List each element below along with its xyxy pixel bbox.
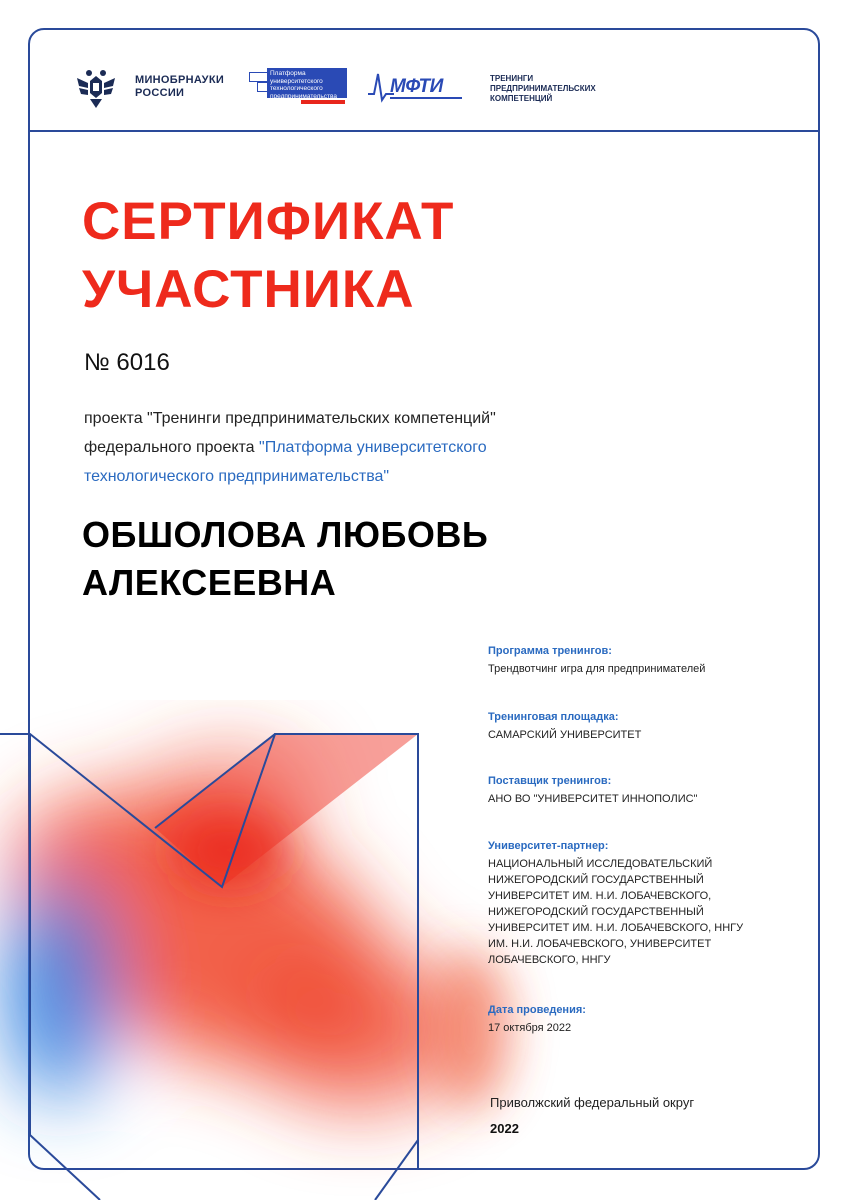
partner-line: НАЦИОНАЛЬНЫЙ ИССЛЕДОВАТЕЛЬСКИЙ <box>488 858 713 870</box>
program-label: Программа тренингов: <box>488 645 612 657</box>
project-line3-highlight: технологического предпринимательства" <box>84 468 390 485</box>
partner-line: УНИВЕРСИТЕТ ИМ. Н.И. ЛОБАЧЕВСКОГО, <box>488 890 712 902</box>
trainings-line3: КОМПЕТЕНЦИЙ <box>490 94 553 103</box>
platform-logo <box>249 68 349 106</box>
eagle-emblem-icon <box>75 66 117 110</box>
ministry-line2: РОССИИ <box>135 87 185 99</box>
project-line2-highlight: "Платформа университетского <box>259 439 487 456</box>
platform-step-shape <box>249 72 267 82</box>
partner-line: НИЖЕГОРОДСКИЙ ГОСУДАРСТВЕННЫЙ <box>488 874 704 886</box>
project-line2-prefix: федерального проекта <box>84 439 260 456</box>
platform-step-shape <box>257 82 267 92</box>
participant-name-line1: ОБШОЛОВА ЛЮБОВЬ <box>82 514 489 555</box>
info-provider <box>488 774 798 807</box>
decorative-m-artwork <box>0 700 560 1200</box>
info-venue <box>488 710 798 743</box>
info-program <box>488 644 798 677</box>
mipt-logo-text: МФТИ <box>390 76 443 97</box>
participant-name-line2: АЛЕКСЕЕВНА <box>82 562 337 603</box>
mipt-underline <box>390 97 462 99</box>
partner-line: ЛОБАЧЕВСКОГО, ННГУ <box>488 954 611 966</box>
program-value: Трендвотчинг игра для предпринимателей <box>488 663 706 675</box>
title-line1: СЕРТИФИКАТ <box>82 192 455 251</box>
info-date <box>488 1003 798 1036</box>
mipt-logo <box>368 70 468 104</box>
partner-line: УНИВЕРСИТЕТ ИМ. Н.И. ЛОБАЧЕВСКОГО, ННГУ <box>488 922 744 934</box>
trainings-line2: ПРЕДПРИНИМАТЕЛЬСКИХ <box>490 84 596 93</box>
trainings-logo-text <box>490 74 596 104</box>
provider-value: АНО ВО "УНИВЕРСИТЕТ ИННОПОЛИС" <box>488 793 698 805</box>
partner-label: Университет-партнер: <box>488 840 609 852</box>
partner-line: НИЖЕГОРОДСКИЙ ГОСУДАРСТВЕННЫЙ <box>488 906 704 918</box>
info-partner <box>488 839 798 968</box>
certificate-title <box>82 188 454 324</box>
date-label: Дата проведения: <box>488 1004 586 1016</box>
provider-label: Поставщик тренингов: <box>488 775 612 787</box>
certificate-number: № 6016 <box>84 349 170 376</box>
participant-name <box>82 511 488 607</box>
date-value: 17 октября 2022 <box>488 1022 572 1034</box>
platform-red-bar <box>301 100 345 104</box>
platform-logo-text: Платформа университетского технологического предпринимательства <box>267 68 347 98</box>
title-line2: УЧАСТНИКА <box>82 260 415 319</box>
ministry-name <box>135 74 224 100</box>
trainings-line1: ТРЕНИНГИ <box>490 74 534 83</box>
certificate-year: 2022 <box>490 1121 519 1136</box>
ministry-line1: МИНОБРНАУКИ <box>135 74 225 86</box>
partner-line: ИМ. Н.И. ЛОБАЧЕВСКОГО, УНИВЕРСИТЕТ <box>488 938 712 950</box>
project-line1: проекта "Тренинги предпринимательских компетенций" <box>84 410 496 427</box>
venue-label: Тренинговая площадка: <box>488 711 619 723</box>
federal-district: Приволжский федеральный округ <box>490 1095 695 1110</box>
project-description <box>84 404 496 491</box>
venue-value: САМАРСКИЙ УНИВЕРСИТЕТ <box>488 729 642 741</box>
